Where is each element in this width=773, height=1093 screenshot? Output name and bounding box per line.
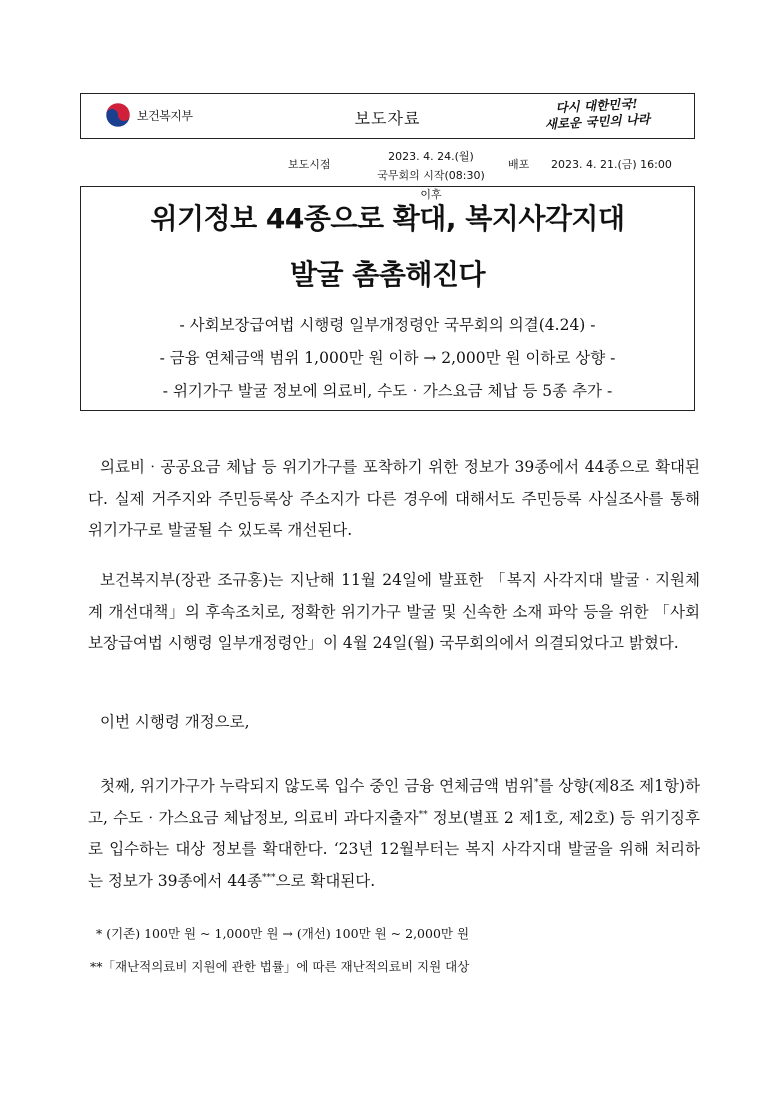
distribution-date: 2023. 4. 21.(금) 16:00: [551, 158, 672, 171]
org-name: 보건복지부: [137, 108, 193, 123]
paragraph-4-part-b: 를 상향(제8조 제1항)하고, 수도‧가스요금 체납정보, 의료비 과다지출자: [88, 777, 700, 827]
paragraph-3: 이번 시행령 개정으로,: [100, 713, 250, 731]
subtitle-1: - 사회보장급여법 시행령 일부개정령안 국무회의 의결(4.24) -: [179, 316, 596, 334]
slogan-line-2: 새로운 국민의 나라: [544, 111, 651, 132]
embargo-label: 보도시점: [288, 158, 331, 171]
paragraph-4-part-a: 첫째, 위기가구가 누락되지 않도록 입수 중인 금융 연체금액 범위: [100, 777, 534, 795]
embargo-date: 2023. 4. 24.(월): [388, 150, 474, 163]
slogan-line-1: 다시 대한민국!: [555, 95, 639, 116]
footnote-marker-1: *: [533, 777, 539, 788]
subtitle-2: - 금융 연체금액 범위 1,000만 원 이하 → 2,000만 원 이하로 상향 -: [159, 349, 616, 367]
headline: [81, 191, 694, 303]
subtitle-3: - 위기가구 발굴 정보에 의료비, 수도‧가스요금 체납 등 5종 추가 -: [162, 382, 613, 400]
distribution-label: 배포: [508, 158, 530, 171]
headline-line-2: 발굴 촘촘해진다: [289, 258, 486, 291]
title-box: [80, 186, 695, 411]
embargo-condition: 국무회의 시작(08:30) 이후: [377, 169, 485, 201]
footnote-marker-2: **: [418, 809, 428, 820]
doc-type-label: 보도자료: [354, 109, 421, 128]
subtitle-list: [81, 309, 694, 408]
paragraph-4-part-c: 정보(별표 2 제1호, 제2호) 등 위기징후로 입수하는 대상 정보를 확대한다. ‘23년 12월부터는 복지 사각지대 발굴을 위해 처리하는 정보가 39종에서 44종: [88, 808, 700, 890]
footnote-1: * (기존) 100만 원 ~ 1,000만 원 → (개선) 100만 원 ~ 2,000만 원: [96, 926, 470, 941]
headline-line-1: 위기정보 44종으로 확대, 복지사각지대: [150, 202, 625, 235]
paragraph-4: [88, 771, 700, 897]
footnote-2: **「재난적의료비 지원에 관한 법률」에 따른 재난적의료비 지원 대상: [90, 959, 470, 974]
paragraph-4-part-d: 으로 확대된다.: [275, 871, 376, 890]
paragraph-2: 보건복지부(장관 조규홍)는 지난해 11월 24일에 발표한 「복지 사각지대 발굴‧지원체계 개선대책」의 후속조치로, 정확한 위기가구 발굴 및 신속한 소재 파악 등을 위한 「사회보장급여법 시행령 일부개정령안」이 4월 24일(월) 국무회의에서 의결되었다고 밝혔다.: [88, 571, 700, 652]
header-box: [80, 93, 695, 139]
footnote-marker-3: ***: [262, 872, 276, 883]
paragraph-1: 의료비‧공공요금 체납 등 위기가구를 포착하기 위한 정보가 39종에서 44종으로 확대된다. 실제 거주지와 주민등록상 주소지가 다른 경우에 대해서도 주민등록 사실조사를 통해 위기가구로 발굴될 수 있도록 개선된다.: [88, 458, 700, 539]
